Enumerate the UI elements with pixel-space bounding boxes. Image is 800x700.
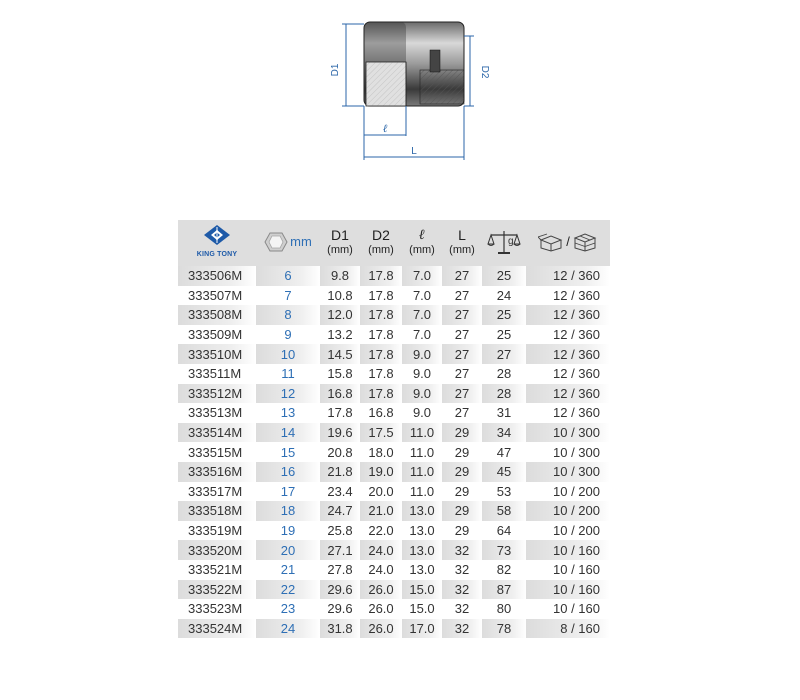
cell-weight: 47 [482,442,526,462]
cell-big-l: 27 [442,325,482,345]
cell-part-number: 333507M [178,286,256,306]
cell-part-number: 333521M [178,560,256,580]
cell-small-l: 13.0 [402,540,442,560]
cell-weight: 27 [482,344,526,364]
cell-small-l: 7.0 [402,305,442,325]
cell-d1: 10.8 [320,286,360,306]
header-small-l: ℓ (mm) [402,220,442,266]
cell-packing: 12 / 360 [526,305,610,325]
cell-packing: 10 / 300 [526,442,610,462]
cell-weight: 24 [482,286,526,306]
socket-dimension-drawing [320,10,490,170]
cell-big-l: 27 [442,344,482,364]
cell-size-mm: 19 [256,521,320,541]
big-l-dimension-label: L [411,146,417,157]
cell-size-mm: 22 [256,580,320,600]
table-row [178,560,610,580]
cell-d1: 29.6 [320,599,360,619]
cell-d2: 26.0 [360,580,402,600]
cell-big-l: 32 [442,560,482,580]
header-size [256,220,320,266]
cell-part-number: 333523M [178,599,256,619]
cell-big-l: 27 [442,305,482,325]
cell-part-number: 333506M [178,266,256,286]
cell-packing: 12 / 360 [526,384,610,404]
header-logo [178,220,256,266]
cell-packing: 10 / 200 [526,501,610,521]
cell-d1: 13.2 [320,325,360,345]
cell-d2: 17.8 [360,344,402,364]
table-row [178,580,610,600]
cell-part-number: 333518M [178,501,256,521]
cell-small-l: 11.0 [402,462,442,482]
cell-d2: 19.0 [360,462,402,482]
table-row [178,423,610,443]
cell-big-l: 29 [442,423,482,443]
cell-d1: 31.8 [320,619,360,639]
weight-scale-icon [487,228,521,256]
cell-big-l: 32 [442,540,482,560]
cell-part-number: 333508M [178,305,256,325]
d2-dimension-label: D2 [479,65,490,79]
header-d2: D2 (mm) [360,220,402,266]
table-row [178,286,610,306]
table-row [178,501,610,521]
table-header-row [178,220,610,266]
small-l-dimension-label: ℓ [382,123,388,135]
cell-d2: 26.0 [360,619,402,639]
weight-unit-label: g [508,235,514,247]
cell-d2: 22.0 [360,521,402,541]
cell-small-l: 17.0 [402,619,442,639]
cell-size-mm: 15 [256,442,320,462]
cell-d2: 24.0 [360,540,402,560]
cell-size-mm: 9 [256,325,320,345]
cell-packing: 10 / 160 [526,599,610,619]
cell-packing: 10 / 200 [526,482,610,502]
cell-part-number: 333515M [178,442,256,462]
cell-size-mm: 7 [256,286,320,306]
cell-big-l: 27 [442,384,482,404]
cell-big-l: 32 [442,619,482,639]
size-unit-label: mm [290,234,312,249]
cell-size-mm: 23 [256,599,320,619]
cell-d1: 9.8 [320,266,360,286]
cell-big-l: 32 [442,580,482,600]
cell-part-number: 333517M [178,482,256,502]
table-row [178,599,610,619]
cell-d2: 17.5 [360,423,402,443]
table-row [178,619,610,639]
cell-packing: 10 / 300 [526,462,610,482]
cell-d2: 18.0 [360,442,402,462]
cell-size-mm: 24 [256,619,320,639]
cell-small-l: 11.0 [402,423,442,443]
cell-big-l: 29 [442,501,482,521]
cell-d2: 17.8 [360,384,402,404]
table-row [178,482,610,502]
cell-weight: 28 [482,364,526,384]
cell-weight: 80 [482,599,526,619]
cell-part-number: 333512M [178,384,256,404]
cell-packing: 10 / 160 [526,540,610,560]
cell-size-mm: 11 [256,364,320,384]
cell-small-l: 11.0 [402,482,442,502]
cell-size-mm: 12 [256,384,320,404]
cell-small-l: 13.0 [402,521,442,541]
cell-weight: 25 [482,325,526,345]
cell-big-l: 32 [442,599,482,619]
cell-big-l: 27 [442,403,482,423]
cell-size-mm: 21 [256,560,320,580]
hex-socket-icon [264,232,288,252]
cell-d2: 17.8 [360,305,402,325]
cell-packing: 10 / 160 [526,580,610,600]
cell-size-mm: 10 [256,344,320,364]
table-row [178,344,610,364]
cell-packing: 12 / 360 [526,403,610,423]
cell-size-mm: 18 [256,501,320,521]
cell-big-l: 29 [442,442,482,462]
cell-part-number: 333509M [178,325,256,345]
cell-d1: 23.4 [320,482,360,502]
cell-big-l: 27 [442,364,482,384]
cell-packing: 10 / 300 [526,423,610,443]
cell-weight: 82 [482,560,526,580]
cell-part-number: 333520M [178,540,256,560]
cell-big-l: 27 [442,266,482,286]
table-row [178,521,610,541]
table-row [178,325,610,345]
cell-big-l: 29 [442,521,482,541]
cell-weight: 45 [482,462,526,482]
cell-part-number: 333513M [178,403,256,423]
cell-part-number: 333524M [178,619,256,639]
cell-packing: 10 / 160 [526,560,610,580]
cell-d1: 12.0 [320,305,360,325]
cell-d2: 17.8 [360,286,402,306]
cell-small-l: 9.0 [402,403,442,423]
cell-small-l: 11.0 [402,442,442,462]
cell-size-mm: 8 [256,305,320,325]
cell-d1: 14.5 [320,344,360,364]
cell-part-number: 333516M [178,462,256,482]
cell-d2: 16.8 [360,403,402,423]
cell-d1: 29.6 [320,580,360,600]
cell-part-number: 333519M [178,521,256,541]
table-row [178,305,610,325]
cell-d1: 16.8 [320,384,360,404]
cell-part-number: 333514M [178,423,256,443]
header-packing [526,220,610,266]
cell-d1: 27.1 [320,540,360,560]
cell-part-number: 333511M [178,364,256,384]
cell-d1: 17.8 [320,403,360,423]
cell-weight: 64 [482,521,526,541]
cell-d1: 15.8 [320,364,360,384]
cell-d2: 20.0 [360,482,402,502]
cell-weight: 53 [482,482,526,502]
packing-separator: / [566,234,570,249]
d1-dimension-label: D1 [330,63,341,77]
cell-size-mm: 17 [256,482,320,502]
cell-d2: 24.0 [360,560,402,580]
cell-small-l: 7.0 [402,286,442,306]
cell-weight: 31 [482,403,526,423]
cell-small-l: 15.0 [402,599,442,619]
cell-d1: 21.8 [320,462,360,482]
cell-weight: 25 [482,266,526,286]
cell-big-l: 27 [442,286,482,306]
table-row [178,462,610,482]
table-row [178,384,610,404]
cell-size-mm: 6 [256,266,320,286]
cell-size-mm: 14 [256,423,320,443]
cell-size-mm: 20 [256,540,320,560]
cell-small-l: 7.0 [402,325,442,345]
table-row [178,540,610,560]
table-row [178,364,610,384]
cell-packing: 12 / 360 [526,266,610,286]
king-tony-logo-icon [202,224,232,246]
cell-d1: 19.6 [320,423,360,443]
header-big-l: L (mm) [442,220,482,266]
logo-text: KING TONY [196,251,238,258]
cell-small-l: 15.0 [402,580,442,600]
cell-small-l: 13.0 [402,501,442,521]
cell-d1: 20.8 [320,442,360,462]
cell-d2: 26.0 [360,599,402,619]
cell-packing: 12 / 360 [526,364,610,384]
header-weight [482,220,526,266]
cell-weight: 87 [482,580,526,600]
table-row [178,403,610,423]
cell-small-l: 9.0 [402,344,442,364]
cell-weight: 58 [482,501,526,521]
cell-small-l: 9.0 [402,384,442,404]
cell-packing: 10 / 200 [526,521,610,541]
cell-part-number: 333510M [178,344,256,364]
cell-big-l: 29 [442,462,482,482]
cell-packing: 12 / 360 [526,344,610,364]
cell-size-mm: 16 [256,462,320,482]
cell-packing: 12 / 360 [526,325,610,345]
socket-illustration [364,22,464,106]
cell-big-l: 29 [442,482,482,502]
cell-small-l: 7.0 [402,266,442,286]
cell-d2: 17.8 [360,364,402,384]
table-row [178,266,610,286]
cell-weight: 28 [482,384,526,404]
cell-weight: 25 [482,305,526,325]
cell-weight: 78 [482,619,526,639]
cell-packing: 8 / 160 [526,619,610,639]
cell-small-l: 13.0 [402,560,442,580]
cell-d2: 21.0 [360,501,402,521]
cell-d2: 17.8 [360,325,402,345]
open-box-icon [538,232,564,252]
carton-box-icon [572,232,598,252]
cell-d1: 25.8 [320,521,360,541]
cell-size-mm: 13 [256,403,320,423]
cell-d2: 17.8 [360,266,402,286]
cell-d1: 24.7 [320,501,360,521]
specification-table [178,220,610,638]
cell-part-number: 333522M [178,580,256,600]
table-row [178,442,610,462]
header-d1: D1 (mm) [320,220,360,266]
cell-d1: 27.8 [320,560,360,580]
cell-weight: 34 [482,423,526,443]
cell-packing: 12 / 360 [526,286,610,306]
cell-weight: 73 [482,540,526,560]
cell-small-l: 9.0 [402,364,442,384]
